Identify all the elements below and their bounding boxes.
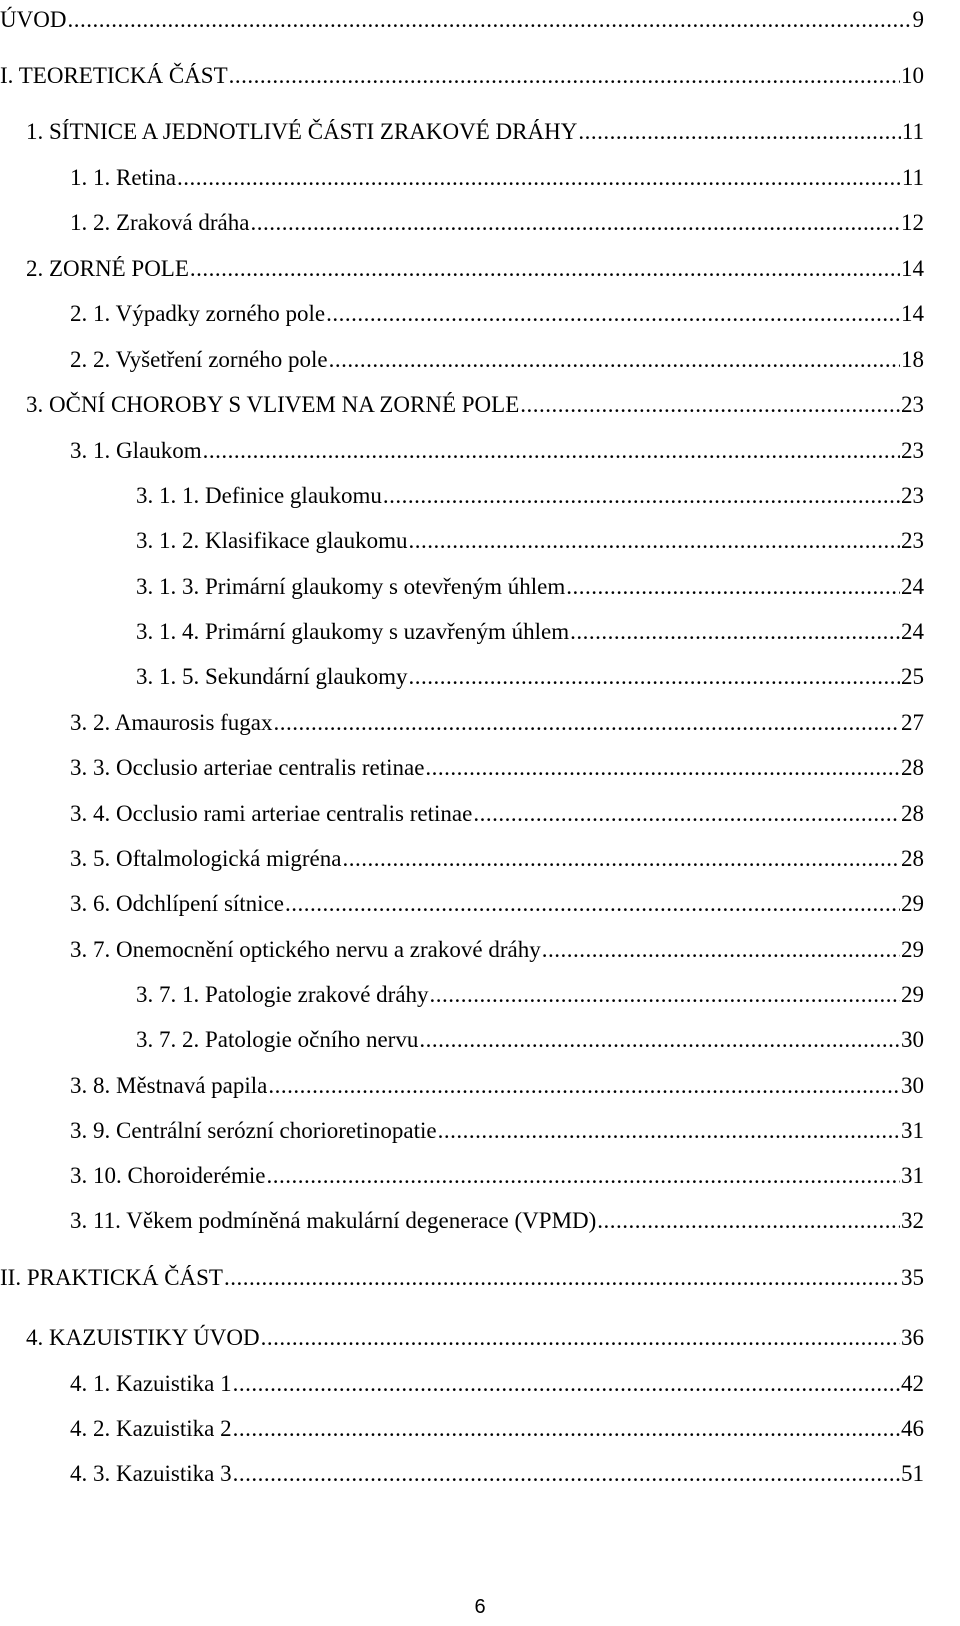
toc-entry[interactable] [70,930,924,964]
toc-entry[interactable] [70,748,924,782]
dot-leader [566,573,900,601]
toc-entry-page: 24 [901,619,924,644]
dot-leader [177,164,901,192]
toc-entry-page: 29 [901,891,924,916]
toc-entry-label: 3. 3. Occlusio arteriae centralis retinae [70,755,425,780]
toc-entry-page: 23 [901,392,924,417]
toc-entry[interactable] [136,521,924,555]
toc-entry-label: 2. ZORNÉ POLE [26,256,189,281]
toc-entry-page: 14 [901,301,924,326]
toc-entry-page: 51 [901,1461,924,1486]
toc-entry-page: 11 [901,165,924,190]
dot-leader [285,890,900,918]
toc-entry[interactable] [70,431,924,465]
toc-entry-label: 4. 3. Kazuistika 3 [70,1461,232,1486]
dot-leader [250,209,900,237]
page-number: 6 [474,1596,486,1618]
toc-entry-label: 3. 10. Choroiderémie [70,1163,266,1188]
toc-entry-page: 12 [901,210,924,235]
toc-entry[interactable] [70,1201,924,1235]
dot-leader [520,391,900,419]
toc-entry-label: 1. SÍTNICE A JEDNOTLIVÉ ČÁSTI ZRAKOVÉ DRÁHY [26,119,578,144]
dot-leader [473,800,900,828]
toc-entry-page: 32 [901,1208,924,1233]
toc-entry-page: 29 [901,937,924,962]
toc-entry-page: 28 [901,846,924,871]
toc-entry[interactable] [136,657,924,691]
toc-entry-label: 3. 7. 1. Patologie zrakové dráhy [136,982,429,1007]
toc-entry-page: 23 [901,528,924,553]
toc-entry[interactable] [70,1409,924,1443]
dot-leader [408,527,900,555]
toc-entry-page: 42 [901,1371,924,1396]
toc-entry-label: 4. 2. Kazuistika 2 [70,1416,232,1441]
toc-entry[interactable] [70,294,924,328]
toc-entry[interactable] [70,1364,924,1398]
dot-leader [203,437,900,465]
dot-leader [233,1460,900,1488]
toc-entry[interactable] [0,1258,924,1292]
dot-leader [570,618,900,646]
toc-entry-label: 2. 2. Vyšetření zorného pole [70,347,328,372]
dot-leader [233,1370,900,1398]
dot-leader [438,1117,900,1145]
toc-entry-page: 31 [901,1118,924,1143]
dot-leader [268,1072,900,1100]
toc-entry-page: 25 [901,664,924,689]
toc-entry[interactable] [70,203,924,237]
toc-entry-label: II. PRAKTICKÁ ČÁST [0,1265,223,1290]
toc-entry[interactable] [26,1318,924,1352]
toc-entry-label: 4. KAZUISTIKY ÚVOD [26,1325,260,1350]
dot-leader [578,118,901,146]
toc-entry-page: 27 [901,710,924,735]
toc-entry-label: 1. 2. Zraková dráha [70,210,250,235]
dot-leader [229,62,900,90]
toc-entry[interactable] [70,839,924,873]
toc-entry[interactable] [26,385,924,419]
toc-entry[interactable] [26,249,924,283]
toc-entry-label: 3. 1. 3. Primární glaukomy s otevřeným úhlem [136,574,566,599]
toc-entry-label: 3. OČNÍ CHOROBY S VLIVEM NA ZORNÉ POLE [26,392,520,417]
toc-entry[interactable] [70,1156,924,1190]
toc-entry-label: 1. 1. Retina [70,165,177,190]
dot-leader [326,300,900,328]
toc-entry[interactable] [136,476,924,510]
dot-leader [329,346,900,374]
toc-entry[interactable] [70,1111,924,1145]
toc-entry[interactable] [70,340,924,374]
dot-leader [383,482,900,510]
dot-leader [224,1264,900,1292]
toc-entry-label: 3. 6. Odchlípení sítnice [70,891,284,916]
toc-entry-page: 28 [901,801,924,826]
toc-entry-page: 10 [901,63,924,88]
dot-leader [266,1162,900,1190]
toc-entry-label: 3. 1. 5. Sekundární glaukomy [136,664,408,689]
toc-entry[interactable] [70,884,924,918]
toc-entry[interactable] [136,567,924,601]
toc-entry[interactable] [70,703,924,737]
dot-leader [542,936,900,964]
toc-entry-label: 3. 1. 2. Klasifikace glaukomu [136,528,408,553]
toc-entry-label: 3. 7. 2. Patologie očního nervu [136,1027,419,1052]
toc-entry-page: 9 [912,7,924,32]
dot-leader [190,255,900,283]
toc-entry-label: 3. 1. 4. Primární glaukomy s uzavřeným úhlem [136,619,570,644]
toc-entry-page: 30 [901,1027,924,1052]
toc-entry-label: 3. 7. Onemocnění optického nervu a zrakové dráhy [70,937,541,962]
toc-entry-label: ÚVOD [0,7,67,32]
toc-entry-label: 3. 2. Amaurosis fugax [70,710,273,735]
toc-entry-label: 2. 1. Výpadky zorného pole [70,301,326,326]
toc-entry[interactable] [26,112,924,146]
toc-entry-label: 3. 1. Glaukom [70,438,202,463]
dot-leader [430,981,900,1009]
toc-entry[interactable] [70,1066,924,1100]
toc-entry-page: 31 [901,1163,924,1188]
toc-entry-page: 23 [901,438,924,463]
dot-leader [597,1207,900,1235]
toc-entry-label: 3. 11. Věkem podmíněná makulární degenerace (VPMD) [70,1208,597,1233]
dot-leader [274,709,900,737]
dot-leader [419,1026,900,1054]
dot-leader [233,1415,900,1443]
toc-entry[interactable] [70,158,924,192]
toc-entry-page: 36 [901,1325,924,1350]
toc-entry-page: 24 [901,574,924,599]
toc-entry-page: 18 [901,347,924,372]
toc-entry-page: 23 [901,483,924,508]
dot-leader [342,845,900,873]
toc-entry[interactable] [136,975,924,1009]
toc-entry-label: 3. 8. Městnavá papila [70,1073,268,1098]
dot-leader [67,6,911,34]
dot-leader [425,754,900,782]
toc-entry[interactable] [70,1454,924,1488]
dot-leader [409,663,901,691]
toc-entry-page: 30 [901,1073,924,1098]
toc-entry-label: 4. 1. Kazuistika 1 [70,1371,232,1396]
toc-entry-page: 29 [901,982,924,1007]
toc-entry-label: 3. 9. Centrální serózní chorioretinopatie [70,1118,437,1143]
toc-entry-page: 35 [901,1265,924,1290]
dot-leader [261,1324,900,1352]
toc-entry-page: 28 [901,755,924,780]
toc-entry-label: I. TEORETICKÁ ČÁST [0,63,228,88]
toc-entry[interactable] [136,612,924,646]
toc-entry-page: 46 [901,1416,924,1441]
toc-entry-label: 3. 1. 1. Definice glaukomu [136,483,382,508]
toc-entry[interactable] [0,0,924,34]
toc-entry-page: 11 [901,119,924,144]
toc-entry[interactable] [70,794,924,828]
toc-entry-page: 14 [901,256,924,281]
toc-entry-label: 3. 4. Occlusio rami arteriae centralis retinae [70,801,473,826]
toc-entry[interactable] [0,56,924,90]
toc-entry[interactable] [136,1020,924,1054]
toc-entry-label: 3. 5. Oftalmologická migréna [70,846,342,871]
